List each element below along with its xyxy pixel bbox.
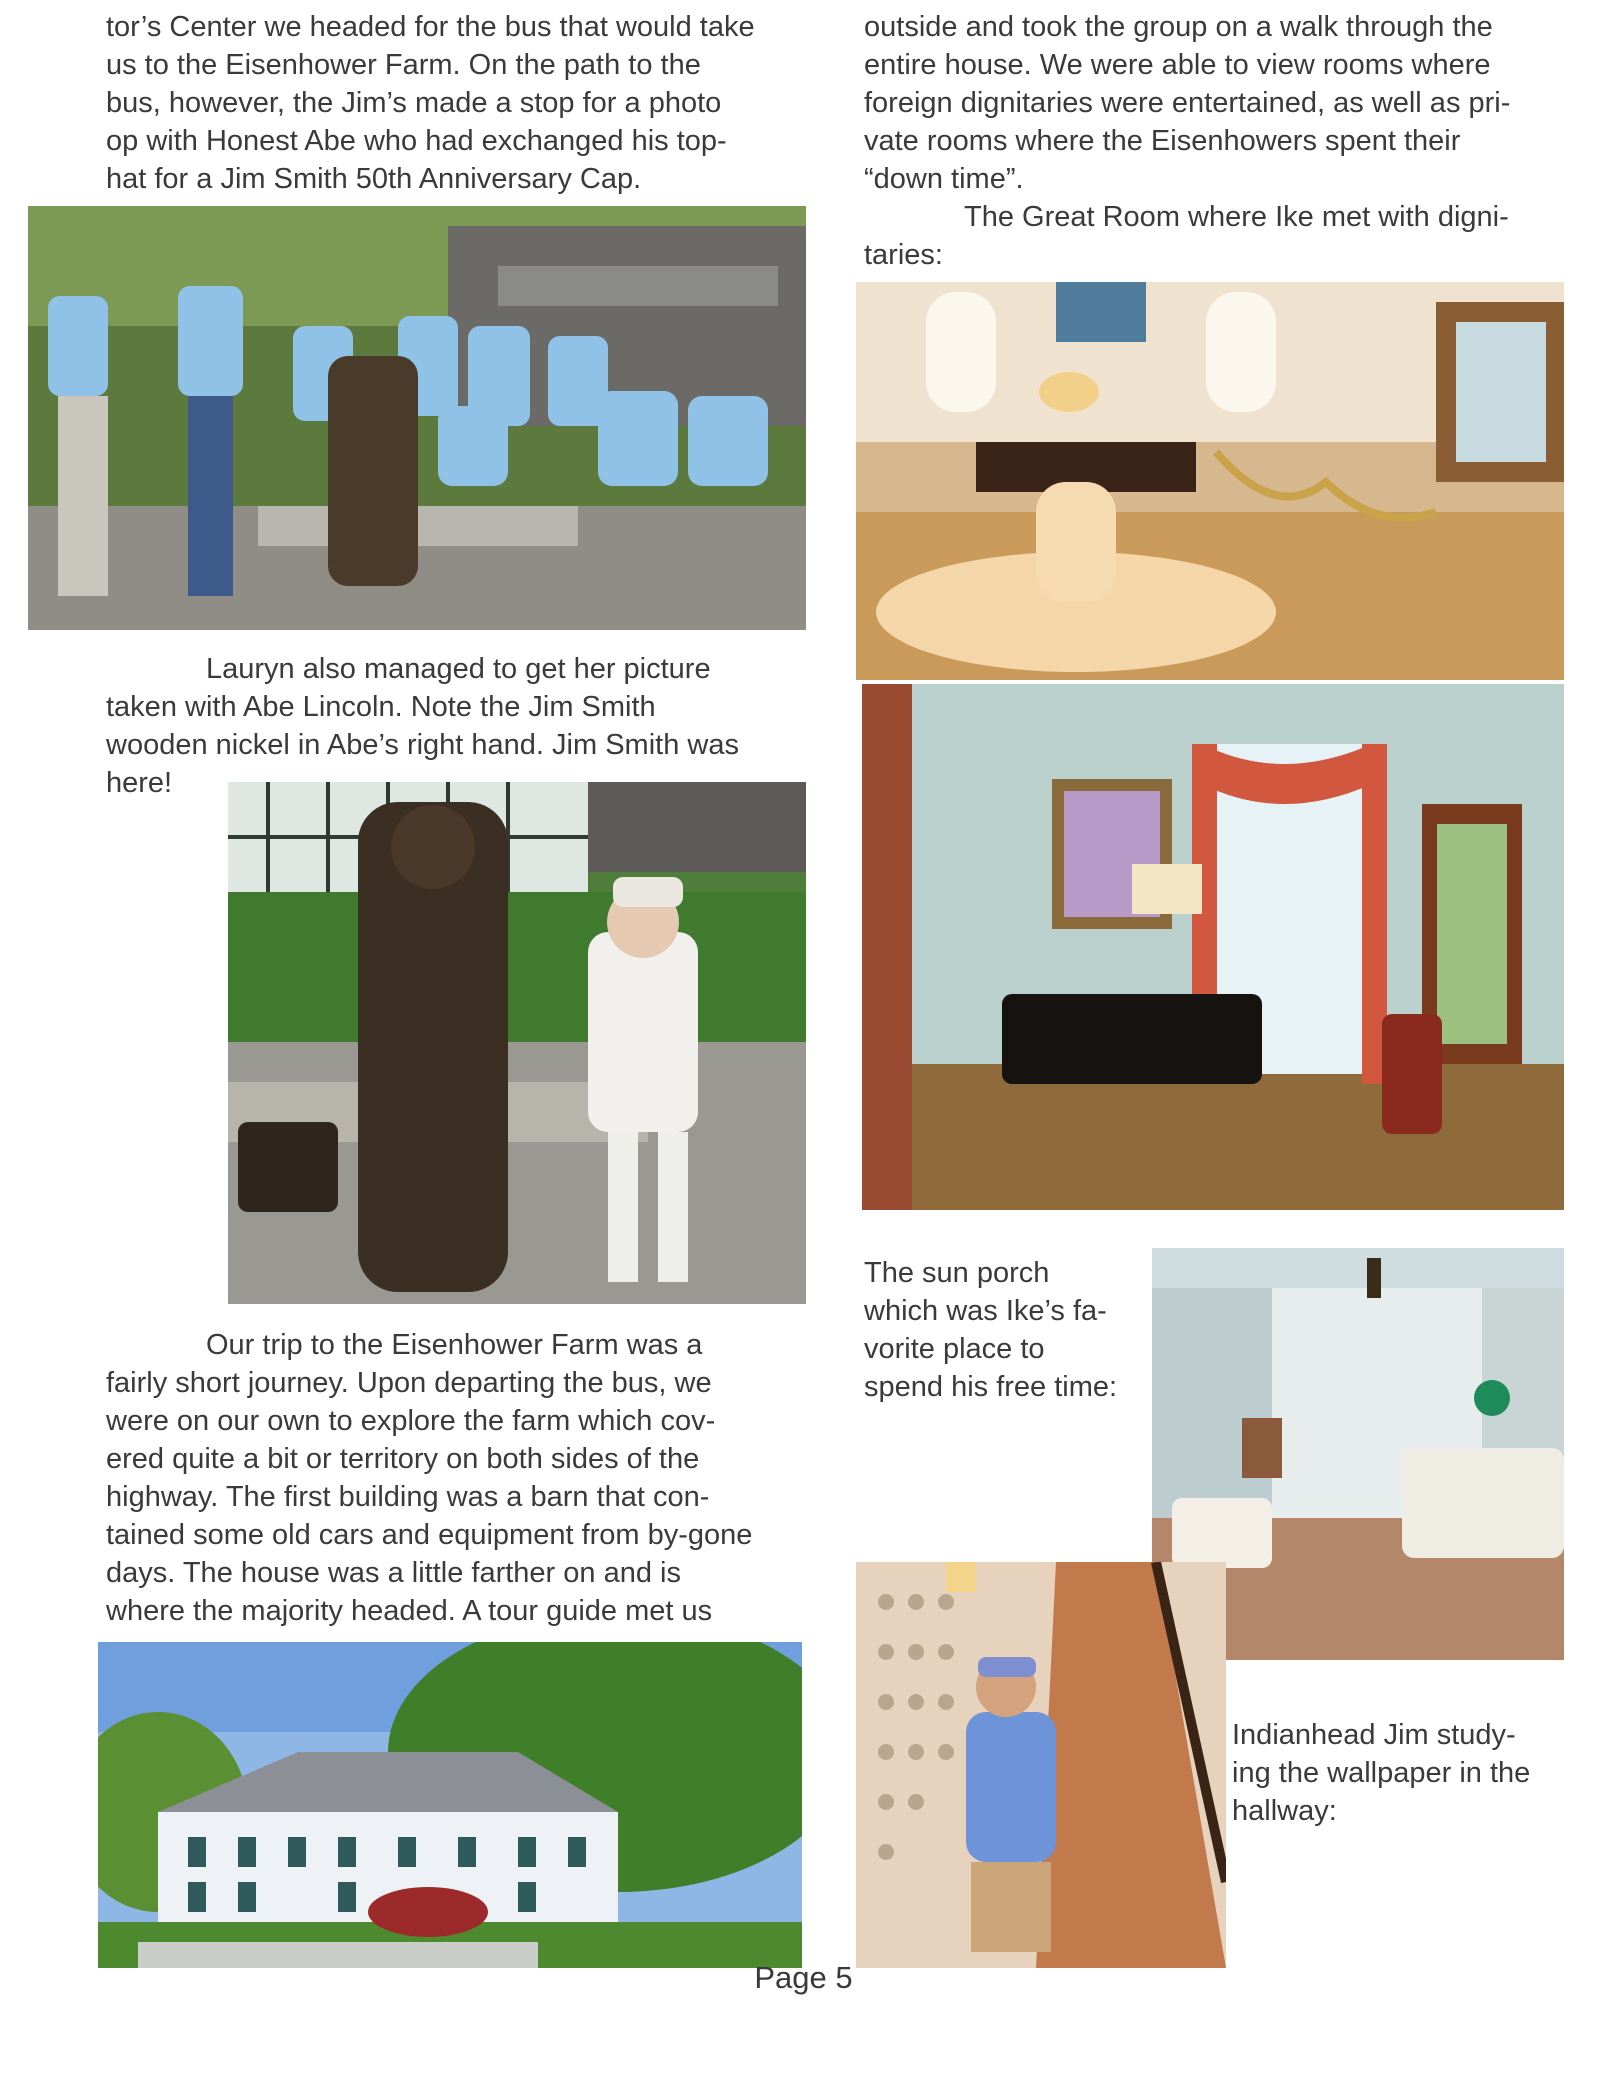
- trip-paragraph: [106, 1326, 752, 1630]
- text-line: The Great Room where Ike met with digni-: [964, 201, 1509, 233]
- text-line: bus, however, the Jim’s made a stop for a photo: [106, 87, 722, 119]
- text-line: which was Ike’s fa-: [864, 1295, 1107, 1327]
- text-line: wooden nickel in Abe’s right hand. Jim Smith was: [106, 729, 739, 761]
- piano-room-photo: [862, 684, 1564, 1210]
- text-line: days. The house was a little farther on and is: [106, 1557, 681, 1589]
- text-line: outside and took the group on a walk through the: [864, 11, 1493, 43]
- text-line: “down time”.: [864, 163, 1024, 195]
- text-line: hat for a Jim Smith 50th Anniversary Cap.: [106, 163, 642, 195]
- text-line: here!: [106, 767, 173, 799]
- text-line: entire house. We were able to view rooms where: [864, 49, 1491, 81]
- lauryn-paragraph: [106, 650, 739, 802]
- text-line: us to the Eisenhower Farm. On the path to the: [106, 49, 701, 81]
- text-line: were on our own to explore the farm which cov-: [106, 1405, 716, 1437]
- great-room-photo: [856, 282, 1564, 680]
- text-line: The sun porch: [864, 1257, 1050, 1289]
- text-line: taken with Abe Lincoln. Note the Jim Smith: [106, 691, 656, 723]
- great-room-caption: [864, 198, 1509, 274]
- text-line: vorite place to: [864, 1333, 1045, 1365]
- text-line: highway. The first building was a barn that con-: [106, 1481, 710, 1513]
- text-line: where the majority headed. A tour guide met us: [106, 1595, 713, 1627]
- text-line: hallway:: [1232, 1795, 1337, 1827]
- eisenhower-house-photo: [98, 1642, 802, 1968]
- text-line: foreign dignitaries were entertained, as well as pri-: [864, 87, 1511, 119]
- hallway-wallpaper-photo: [856, 1562, 1226, 1968]
- text-line: taries:: [864, 239, 943, 271]
- text-line: fairly short journey. Upon departing the bus, we: [106, 1367, 712, 1399]
- page-number: Page 5: [754, 1960, 853, 1995]
- text-line: tor’s Center we headed for the bus that would take: [106, 11, 755, 43]
- text-line: ing the wallpaper in the: [1232, 1757, 1531, 1789]
- text-line: Lauryn also managed to get her picture: [206, 653, 711, 685]
- text-line: tained some old cars and equipment from by-gone: [106, 1519, 753, 1551]
- group-photo-with-lincoln-statue: [28, 206, 806, 630]
- left-intro-paragraph: [106, 8, 755, 198]
- right-intro-paragraph: [864, 8, 1510, 198]
- sun-porch-caption: [864, 1254, 1117, 1406]
- text-line: ered quite a bit or territory on both sides of the: [106, 1443, 700, 1475]
- text-line: vate rooms where the Eisenhowers spent their: [864, 125, 1461, 157]
- text-line: op with Honest Abe who had exchanged his top-: [106, 125, 727, 157]
- lauryn-with-lincoln-photo: [228, 782, 806, 1304]
- text-line: spend his free time:: [864, 1371, 1118, 1403]
- text-line: Our trip to the Eisenhower Farm was a: [206, 1329, 703, 1361]
- text-line: Indianhead Jim study-: [1232, 1719, 1516, 1751]
- indianhead-jim-caption: [1232, 1716, 1530, 1830]
